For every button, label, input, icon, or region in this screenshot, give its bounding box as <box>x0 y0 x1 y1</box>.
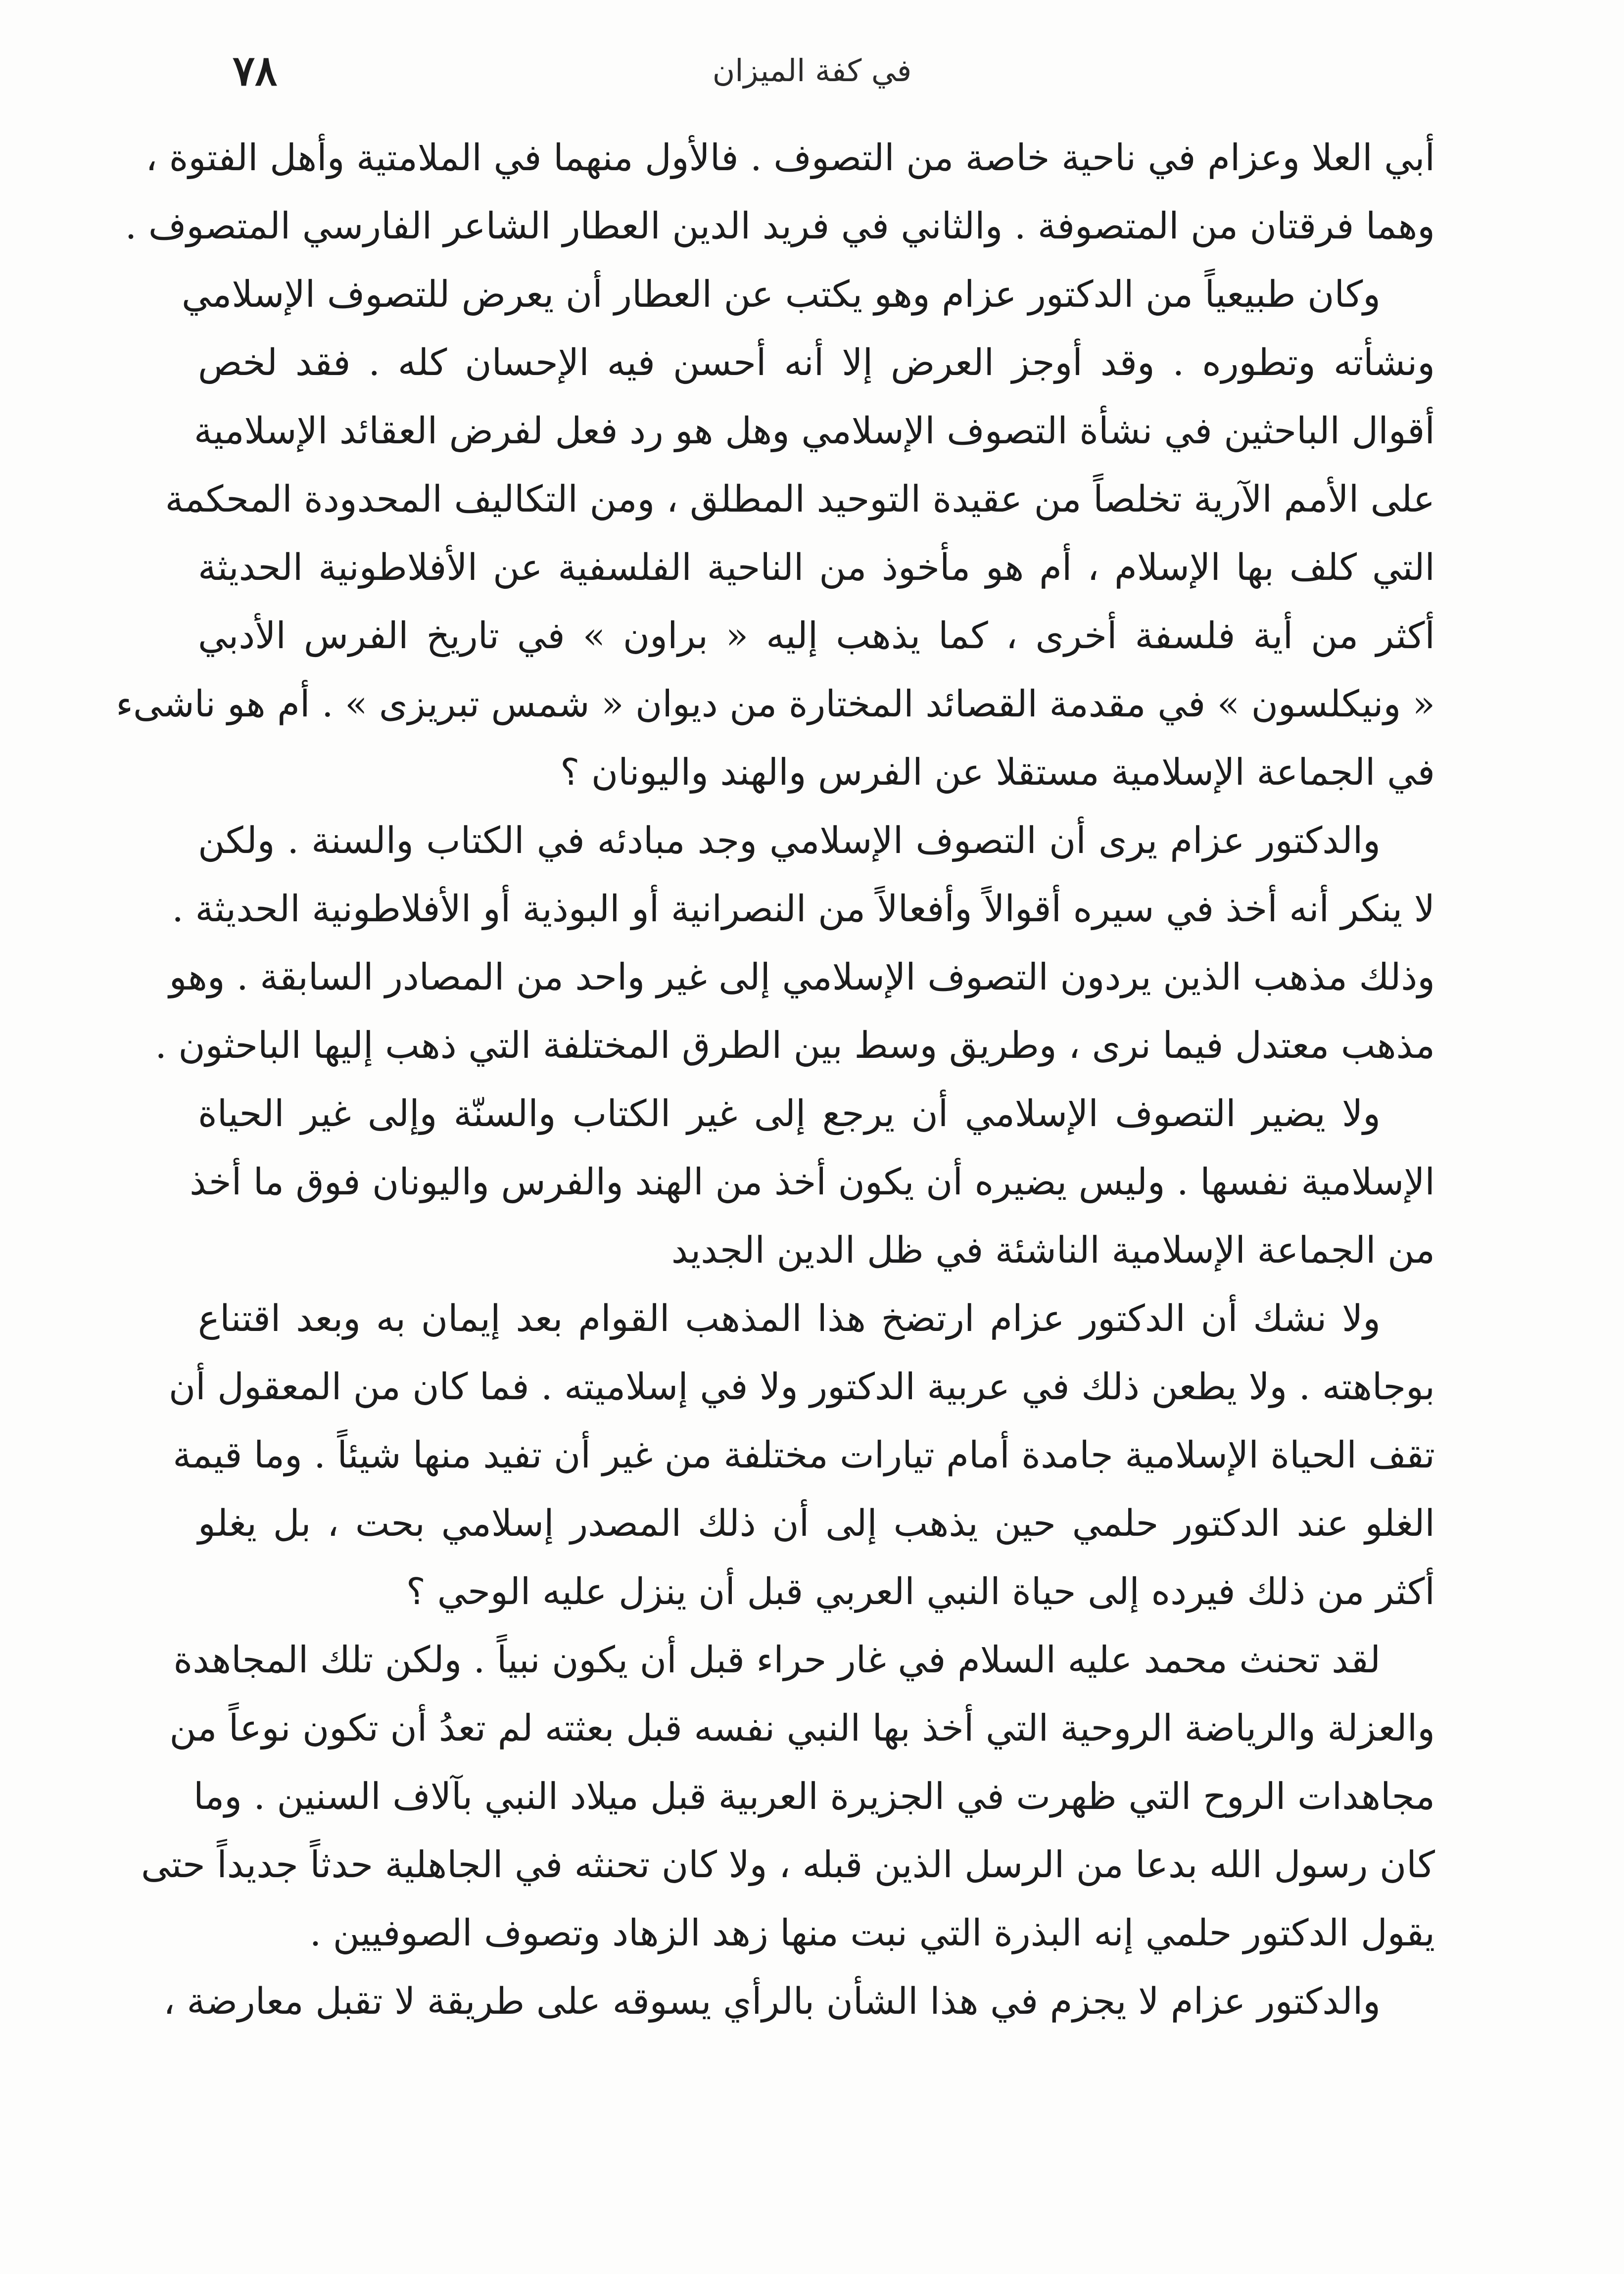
page-number: ٧٨ <box>233 46 278 95</box>
text-line: مجاهدات الروح التي ظهرت في الجزيرة العربية قبل ميلاد النبي بآلاف السنين . وما <box>193 1775 1435 1818</box>
text-line: وكان طبيعياً من الدكتور عزام وهو يكتب عن العطار أن يعرض للتصوف الإسلامي <box>182 273 1381 316</box>
text-line: أكثر من ذلك فيرده إلى حياة النبي العربي قبل أن ينزل عليه الوحي ؟ <box>406 1570 1435 1613</box>
text-line: والدكتور عزام يرى أن التصوف الإسلامي وجد مبادئه في الكتاب والسنة . ولكن <box>198 819 1381 862</box>
text-line: لقد تحنث محمد عليه السلام في غار حراء قبل أن يكون نبياً . ولكن تلك المجاهدة <box>173 1639 1381 1681</box>
text-line: التي كلف بها الإسلام ، أم هو مأخوذ من الناحية الفلسفية عن الأفلاطونية الحديثة <box>198 546 1435 589</box>
body-text <box>116 124 1435 2036</box>
text-line: في الجماعة الإسلامية مستقلا عن الفرس والهند واليونان ؟ <box>560 751 1435 794</box>
text-line: لا ينكر أنه أخذ في سيره أقوالاً وأفعالاً من النصرانية أو البوذية أو الأفلاطونية الحديثة . <box>172 888 1435 930</box>
text-line: « ونيكلسون » في مقدمة القصائد المختارة من ديوان « شمس تبريزى » . أم هو ناشىء <box>116 683 1435 725</box>
text-line: على الأمم الآرية تخلصاً من عقيدة التوحيد المطلق ، ومن التكاليف المحدودة المحكمة <box>165 478 1435 521</box>
text-line: وهما فرقتان من المتصوفة . والثاني في فريد الدين العطار الشاعر الفارسي المتصوف . <box>125 205 1435 247</box>
text-line: والدكتور عزام لا يجزم في هذا الشأن بالرأي يسوقه على طريقة لا تقبل معارضة ، <box>163 1980 1381 2023</box>
text-line: ولا يضير التصوف الإسلامي أن يرجع إلى غير الكتاب والسنّة وإلى غير الحياة <box>198 1092 1381 1135</box>
text-line: ولا نشك أن الدكتور عزام ارتضخ هذا المذهب القوام بعد إيمان به وبعد اقتناع <box>198 1297 1381 1340</box>
text-line: والعزلة والرياضة الروحية التي أخذ بها النبي نفسه قبل بعثته لم تعدُ أن تكون نوعاً من <box>169 1707 1435 1750</box>
text-line: كان رسول الله بدعا من الرسل الذين قبله ، ولا كان تحنثه في الجاهلية حدثاً جديداً حتى <box>141 1844 1435 1886</box>
text-line: بوجاهته . ولا يطعن ذلك في عربية الدكتور ولا في إسلاميته . فما كان من المعقول أن <box>168 1366 1435 1408</box>
text-line: مذهب معتدل فيما نرى ، وطريق وسط بين الطرق المختلفة التي ذهب إليها الباحثون . <box>155 1024 1435 1067</box>
text-line: من الجماعة الإسلامية الناشئة في ظل الدين الجديد <box>671 1229 1435 1272</box>
text-line: وذلك مذهب الذين يردون التصوف الإسلامي إلى غير واحد من المصادر السابقة . وهو <box>169 956 1435 998</box>
text-line: يقول الدكتور حلمي إنه البذرة التي نبت منها زهد الزهاد وتصوف الصوفيين . <box>309 1912 1435 1954</box>
text-line: ونشأته وتطوره . وقد أوجز العرض إلا أنه أحسن فيه الإحسان كله . فقد لخص <box>198 341 1435 384</box>
text-line: أبي العلا وعزام في ناحية خاصة من التصوف . فالأول منهما في الملامتية وأهل الفتوة ، <box>145 137 1435 179</box>
text-line: أقوال الباحثين في نشأة التصوف الإسلامي وهل هو رد فعل لفرض العقائد الإسلامية <box>193 410 1435 452</box>
running-title: في كفة الميزان <box>712 52 912 89</box>
text-line: الإسلامية نفسها . وليس يضيره أن يكون أخذ من الهند والفرس واليونان فوق ما أخذ <box>190 1161 1435 1203</box>
text-line: تقف الحياة الإسلامية جامدة أمام تيارات مختلفة من غير أن تفيد منها شيئاً . وما قيمة <box>173 1434 1435 1476</box>
page-header <box>233 44 1391 98</box>
text-line: أكثر من أية فلسفة أخرى ، كما يذهب إليه « براون » في تاريخ الفرس الأدبي <box>198 615 1435 657</box>
text-line: الغلو عند الدكتور حلمي حين يذهب إلى أن ذلك المصدر إسلامي بحت ، بل يغلو <box>198 1502 1435 1545</box>
